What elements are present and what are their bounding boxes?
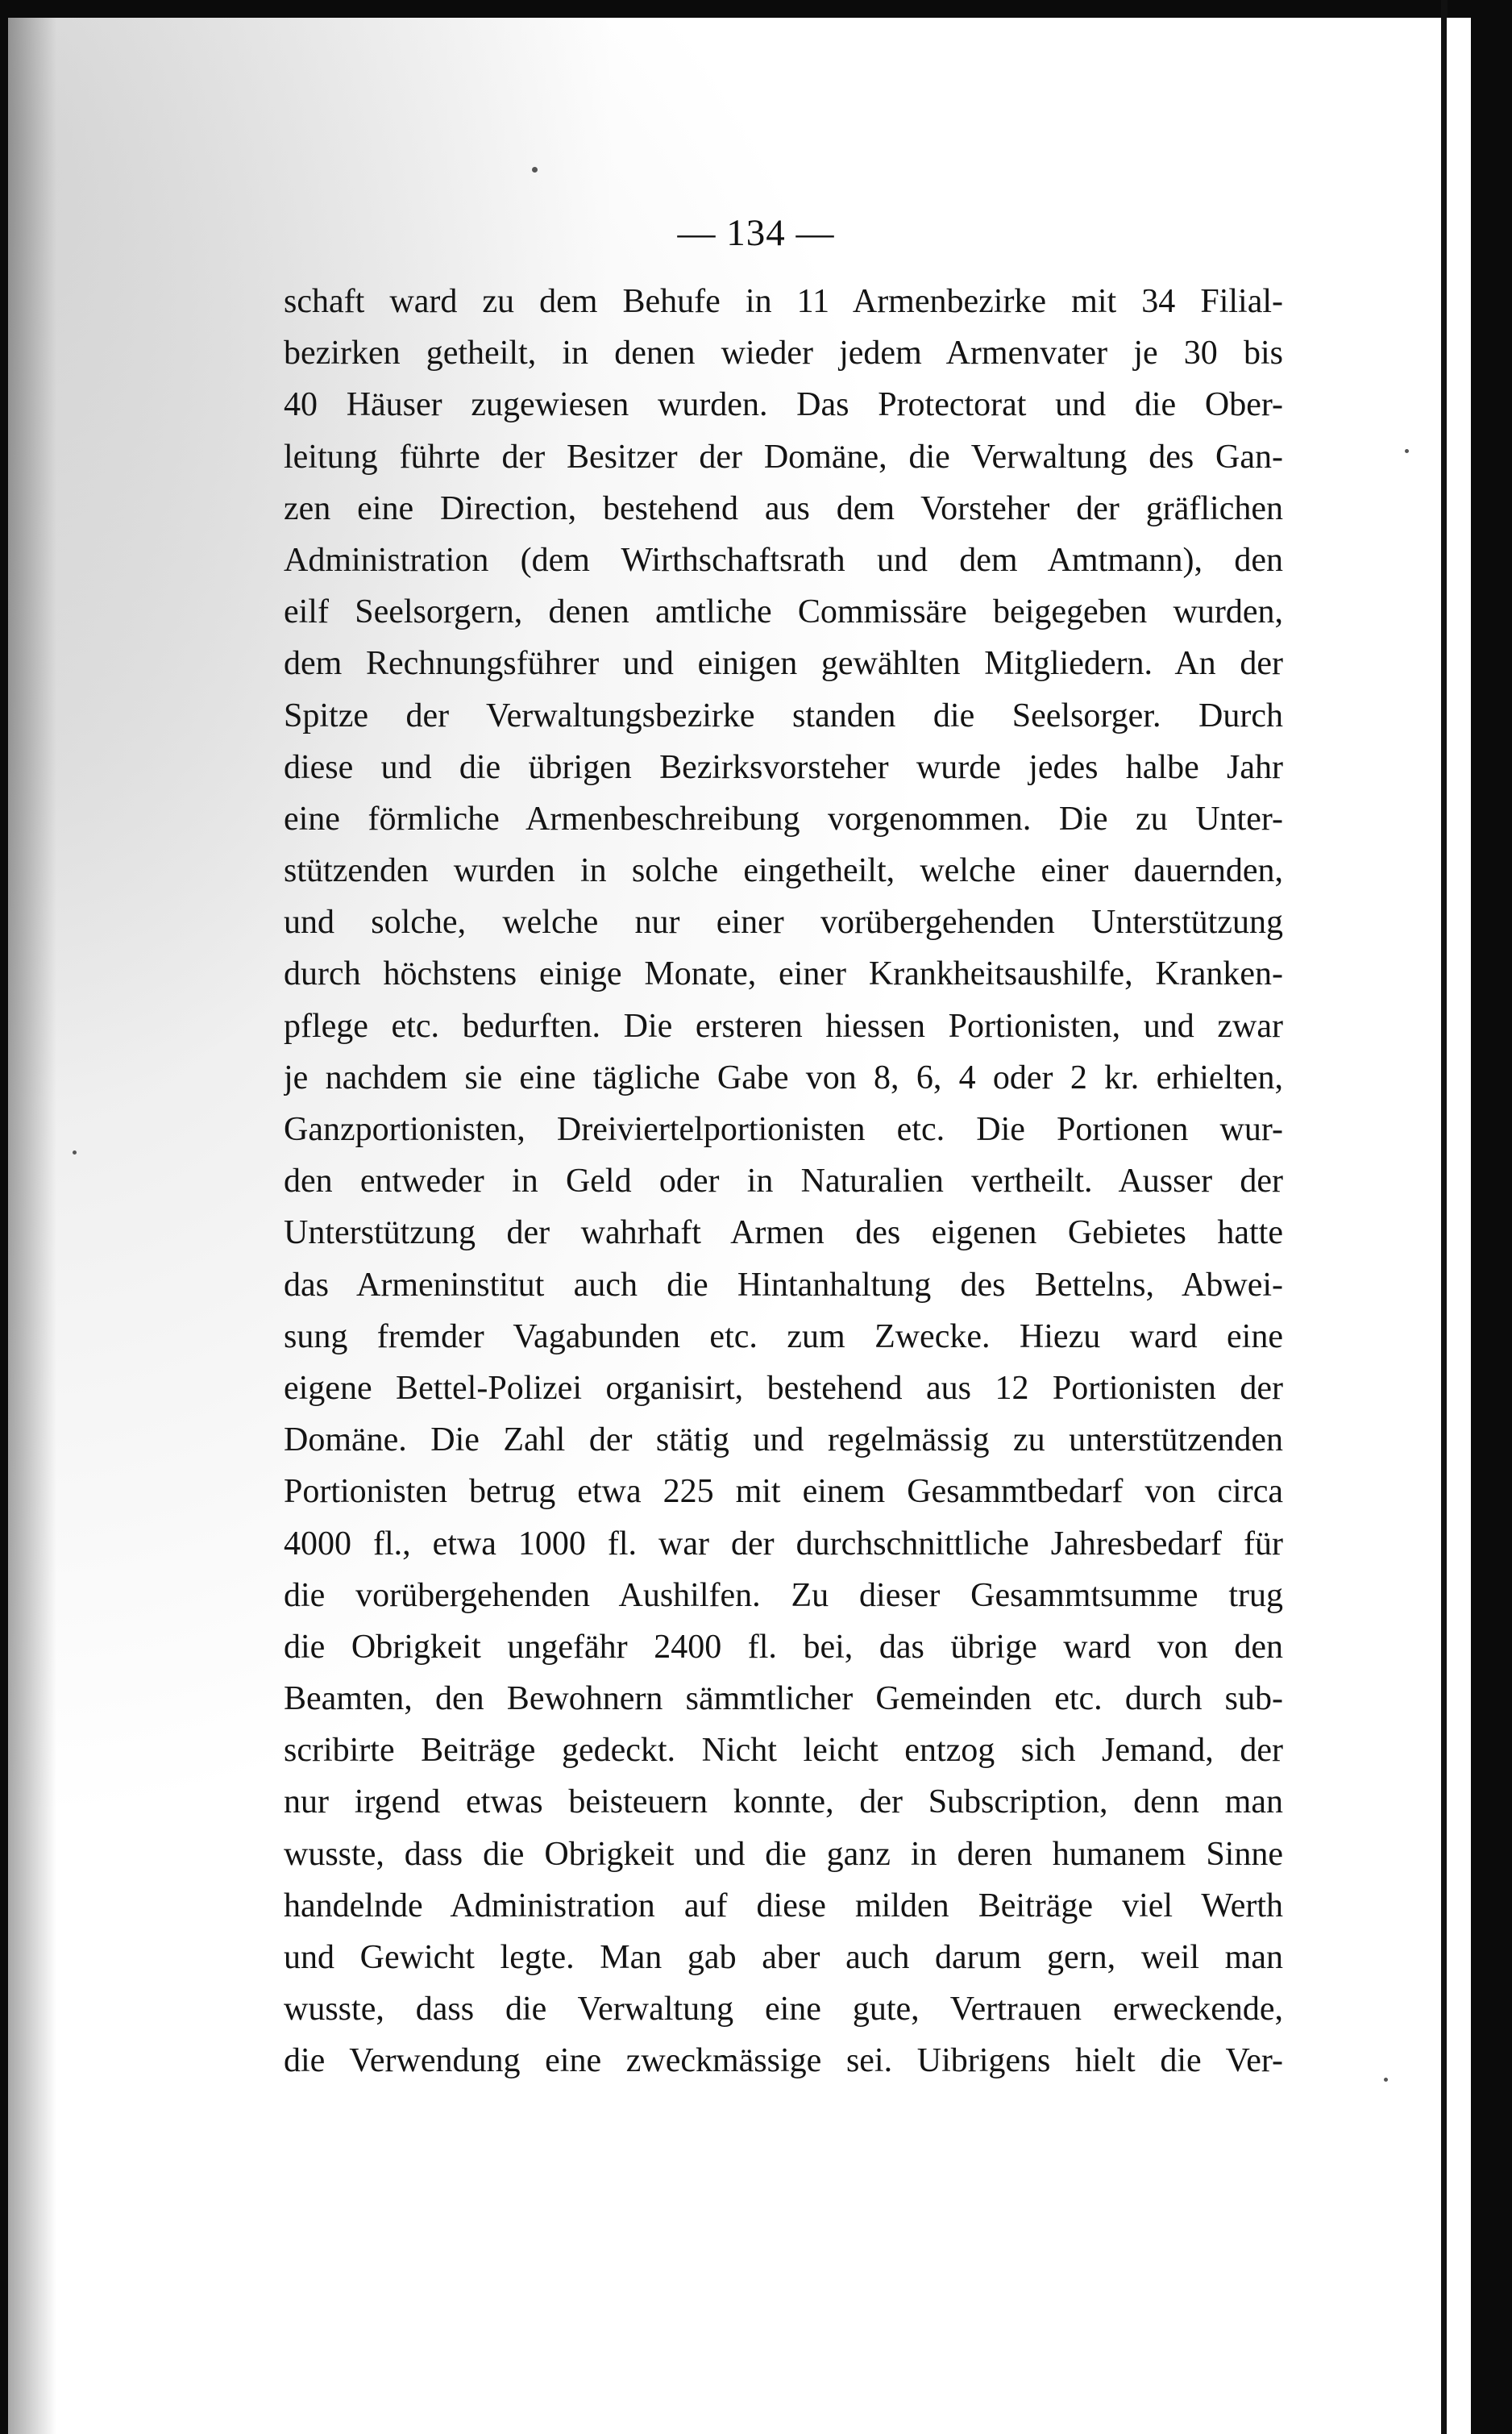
text-line: dem Rechnungsführer und einigen gewählten Mitgliedern. An der [284,645,1283,683]
paper-speck [532,167,538,173]
page-number: — 134 — [677,212,835,254]
text-line: 4000 fl., etwa 1000 fl. war der durchschnittliche Jahresbedarf für [284,1525,1283,1562]
paper-speck [1384,2078,1388,2082]
text-line: nur irgend etwas beisteuern konnte, der Subscription, denn man [284,1783,1283,1821]
body-text [284,276,1283,2087]
text-line: eigene Bettel-Polizei organisirt, bestehend aus 12 Portionisten der [284,1369,1283,1407]
scan-right-margin [1447,18,1471,2434]
text-line: leitung führte der Besitzer der Domäne, die Verwaltung des Gan- [284,438,1283,476]
text-line: die Obrigkeit ungefähr 2400 fl. bei, das übrige ward von den [284,1628,1283,1666]
text-line: Beamten, den Bewohnern sämmtlicher Gemeinden etc. durch sub- [284,1680,1283,1718]
text-line: die Verwendung eine zweckmässige sei. Uibrigens hielt die Ver- [284,2042,1283,2080]
text-line: und Gewicht legte. Man gab aber auch darum gern, weil man [284,1939,1283,1976]
text-line: schaft ward zu dem Behufe in 11 Armenbezirke mit 34 Filial- [284,283,1283,320]
text-line: die vorübergehenden Aushilfen. Zu dieser Gesammtsumme trug [284,1576,1283,1614]
text-line: und solche, welche nur einer vorübergehenden Unterstützung [284,904,1283,942]
text-line: durch höchstens einige Monate, einer Krankheitsaushilfe, Kranken- [284,955,1283,993]
text-line: Ganzportionisten, Dreiviertelportionisten etc. Die Portionen wur- [284,1111,1283,1148]
text-line: den entweder in Geld oder in Naturalien vertheilt. Ausser der [284,1163,1283,1200]
text-line: eilf Seelsorgern, denen amtliche Commissäre beigegeben wurden, [284,593,1283,631]
text-line: das Armeninstitut auch die Hintanhaltung des Bettelns, Abwei- [284,1266,1283,1304]
text-line: pflege etc. bedurften. Die ersteren hiessen Portionisten, und zwar [284,1007,1283,1045]
text-line: wusste, dass die Obrigkeit und die ganz in deren humanem Sinne [284,1835,1283,1873]
paper-speck [1405,449,1409,453]
text-line: Administration (dem Wirthschaftsrath und dem Amtmann), den [284,541,1283,579]
text-line: zen eine Direction, bestehend aus dem Vorsteher der gräflichen [284,489,1283,527]
text-line: 40 Häuser zugewiesen wurden. Das Protectorat und die Ober- [284,386,1283,424]
text-line: wusste, dass die Verwaltung eine gute, Vertrauen erweckende, [284,1991,1283,2028]
binding-shadow [8,18,56,2434]
paper-speck [73,1150,77,1155]
text-line: scribirte Beiträge gedeckt. Nicht leicht entzog sich Jemand, der [284,1732,1283,1770]
text-line: Domäne. Die Zahl der stätig und regelmässig zu unterstützenden [284,1421,1283,1459]
text-line: handelnde Administration auf diese milden Beiträge viel Werth [284,1887,1283,1924]
text-line: diese und die übrigen Bezirksvorsteher wurde jedes halbe Jahr [284,748,1283,786]
text-line: Portionisten betrug etwa 225 mit einem Gesammtbedarf von circa [284,1473,1283,1511]
text-line: Unterstützung der wahrhaft Armen des eigenen Gebietes hatte [284,1214,1283,1252]
text-line: bezirken getheilt, in denen wieder jedem Armenvater je 30 bis [284,335,1283,372]
text-line: sung fremder Vagabunden etc. zum Zwecke. Hiezu ward eine [284,1317,1283,1355]
text-line: stützenden wurden in solche eingetheilt, welche einer dauernden, [284,852,1283,890]
text-line: je nachdem sie eine tägliche Gabe von 8, 6, 4 oder 2 kr. erhielten, [284,1059,1283,1096]
text-line: Spitze der Verwaltungsbezirke standen die Seelsorger. Durch [284,697,1283,734]
text-line: eine förmliche Armenbeschreibung vorgenommen. Die zu Unter- [284,800,1283,838]
